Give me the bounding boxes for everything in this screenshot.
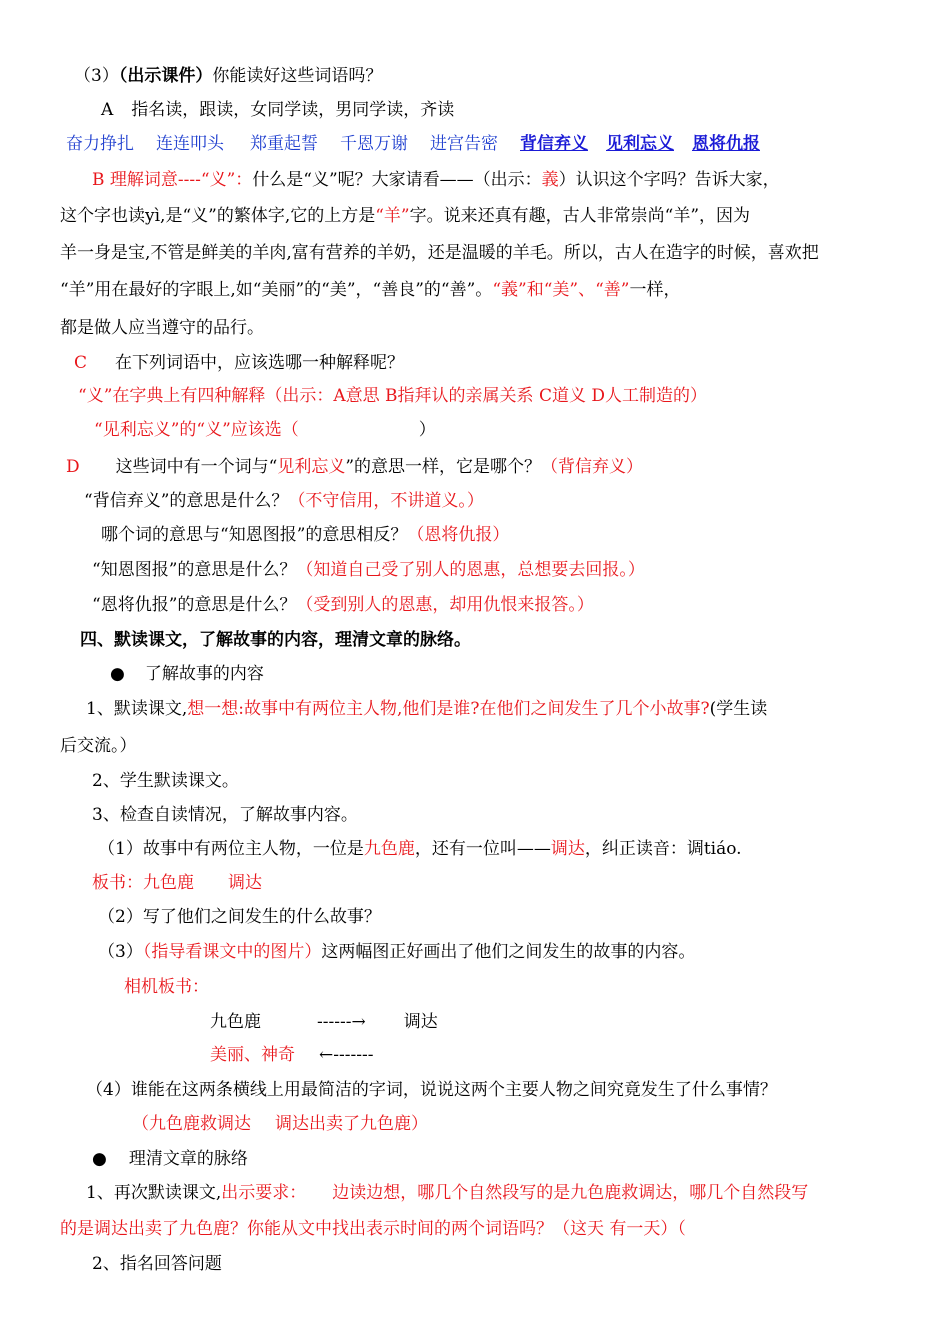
board-diagram-row2 — [210, 1043, 373, 1067]
dictionary-definitions: “义”在字典上有四种解释（出示：A意思 B指拜认的亲属关系 C道义 D人工制造的） — [78, 386, 707, 406]
step-c-line — [74, 351, 404, 375]
question-text: 你能读好这些词语吗？ — [212, 66, 383, 86]
yang-word: “羊” — [375, 206, 410, 226]
board-text: 板书：九色鹿 — [92, 873, 194, 893]
item-text: 1、再次默读课文, — [86, 1183, 222, 1203]
step-b-text: 一样， — [629, 280, 681, 300]
bullet-text: 理清文章的脉络 — [128, 1149, 248, 1169]
step-b-line4 — [60, 278, 680, 302]
step-d-label: D — [66, 457, 80, 477]
answer-text: （不守信用，不讲道义。） — [288, 491, 484, 511]
step-b-text: 什么是“义”呢？大家请看——（出示： — [252, 170, 542, 190]
board-line — [92, 871, 262, 895]
courseware-label: 出示课件 — [127, 66, 196, 86]
item-number: （3） — [74, 66, 119, 86]
item-3-line: 3、检查自读情况，了解故事内容。 — [92, 805, 358, 825]
step-a-text: 指名读，跟读，女同学读，男同学读，齐读 — [131, 100, 455, 120]
item-1-cont: 后交流。） — [60, 736, 137, 756]
step-d-line1 — [66, 455, 643, 479]
step-a-line — [101, 98, 454, 122]
traditional-yi: 義 — [541, 170, 559, 190]
choose-line — [94, 418, 436, 442]
step-d-line2 — [84, 489, 484, 513]
item-text: ，纠正读音：调tiáo. — [584, 839, 742, 859]
tiaoda-label: 调达 — [403, 1012, 438, 1032]
paren-close: ） — [195, 66, 213, 86]
vocabulary-line — [66, 132, 760, 156]
answer-question-line: 2、指名回答问题 — [92, 1254, 222, 1274]
reread-line2: 的是调达出卖了九色鹿？你能从文中找出表示时间的两个词语吗？（这天 有一天）（ — [60, 1219, 686, 1239]
camera-board-label: 相机板书： — [124, 977, 209, 997]
step-d-line3 — [101, 523, 509, 547]
think-prompt: 想一想:故事中有两位主人物,他们是谁?在他们之间发生了几个小故事? — [187, 699, 710, 719]
bullet-line-1 — [110, 662, 264, 686]
step-a-label: A — [101, 100, 114, 120]
picture-guide: （指导看课文中的图片） — [142, 942, 322, 962]
arrow-left-icon: ←------- — [319, 1045, 374, 1065]
step-b-text: ）认识这个字吗？告诉大家， — [558, 170, 780, 190]
answer-text: （知道自己受了别人的恩惠，总想要去回报。） — [296, 560, 645, 580]
key-vocab-word: 恩将仇报 — [692, 134, 760, 154]
item-text: （1）故事中有两位主人物，一位是 — [98, 839, 364, 859]
paren-close: ） — [418, 420, 436, 440]
bullet-text: 了解故事的内容 — [144, 664, 264, 684]
paren-open: （ — [118, 66, 128, 86]
vocab-word: 千恩万谢 — [340, 134, 408, 154]
requirement-label: 出示要求： — [221, 1183, 307, 1203]
arrow-right-icon: ------→ — [317, 1012, 366, 1032]
step-b-line1 — [92, 168, 780, 192]
item-text: 这两幅图正好画出了他们之间发生的故事的内容。 — [321, 942, 696, 962]
item-text: ，还有一位叫—— — [414, 839, 551, 859]
sub-item-1-line — [98, 837, 742, 861]
question-text: 这些词中有一个词与“ — [115, 457, 278, 477]
answer-text: （恩将仇报） — [407, 525, 510, 545]
step-b-line5 — [60, 316, 264, 340]
character-name: 调达 — [550, 839, 585, 859]
sub-item-3-line — [98, 940, 695, 964]
vocab-word: 进宫告密 — [430, 134, 498, 154]
sub-item-4-line: （4）谁能在这两条横线上用最简洁的字词，说说这两个主要人物之间究竟发生了什么事情？ — [86, 1080, 777, 1100]
step-b-text: “羊”用在最好的字眼上,如“美丽”的“美”，“善良”的“善”。 — [60, 280, 493, 300]
bullet-icon: ● — [92, 1149, 107, 1169]
key-vocab-word: 见利忘义 — [606, 134, 674, 154]
key-vocab-word: 背信弃义 — [520, 134, 588, 154]
step-b-text: 这个字也读yì,是“义”的繁体字,它的上方是 — [60, 206, 376, 226]
sub-item-2-line: （2）写了他们之间发生的什么故事？ — [98, 907, 381, 927]
item-number: （3） — [98, 942, 143, 962]
vocab-word: 奋力挣扎 — [66, 134, 134, 154]
step-b-text: 羊一身是宝,不管是鲜美的羊肉,富有营养的羊奶，还是温暖的羊毛。所以，古人在造字的时候，喜欢把 — [60, 243, 819, 263]
virtue-words: “義”和“美”、“善” — [492, 280, 630, 300]
section-4-title: 四、默读课文，了解故事的内容，理清文章的脉络。 — [80, 630, 471, 650]
step-c-label: C — [74, 353, 88, 373]
step-c-question: 在下列词语中，应该选哪一种解释呢？ — [115, 353, 405, 373]
section-3-line — [74, 64, 382, 88]
board-diagram-row1 — [210, 1010, 438, 1034]
step-b-text: 字。说来还真有趣，古人非常崇尚“羊”，因为 — [409, 206, 751, 226]
step-b-line3 — [60, 241, 819, 265]
question-text: ”的意思一样，它是哪个？ — [345, 457, 542, 477]
question-text: “恩将仇报”的意思是什么？ — [92, 595, 297, 615]
step-b-heading: B 理解词意----“义”： — [92, 170, 253, 190]
item-text: 1、默读课文, — [86, 699, 188, 719]
question-text: “背信弃义”的意思是什么？ — [84, 491, 289, 511]
board-text: 调达 — [228, 873, 262, 893]
answer-text: （九色鹿救调达 — [132, 1114, 251, 1134]
deer-label: 九色鹿 — [210, 1012, 261, 1032]
question-text: “知恩图报”的意思是什么？ — [92, 560, 297, 580]
step-b-line2 — [60, 204, 750, 228]
sub-item-4-answer — [132, 1112, 428, 1136]
bullet-icon: ● — [110, 664, 125, 684]
step-d-line4 — [92, 558, 645, 582]
step-d-line5 — [92, 593, 594, 617]
vocab-word: 郑重起誓 — [250, 134, 318, 154]
vocab-word: 连连叩头 — [156, 134, 224, 154]
requirement-text: 边读边想，哪几个自然段写的是九色鹿救调达，哪几个自然段写 — [332, 1183, 809, 1203]
answer-text: 调达出卖了九色鹿） — [275, 1114, 428, 1134]
step-b-text: 都是做人应当遵守的品行。 — [60, 318, 264, 338]
choose-text: “见利忘义”的“义”应该选（ — [94, 420, 299, 440]
character-name: 九色鹿 — [363, 839, 415, 859]
question-text: 哪个词的意思与“知恩图报”的意思相反？ — [101, 525, 408, 545]
item-text: (学生读 — [709, 699, 768, 719]
item-1-line — [86, 697, 767, 721]
highlight-word: 见利忘义 — [277, 457, 346, 477]
bullet-line-2 — [92, 1147, 248, 1171]
answer-text: （受到别人的恩惠，却用仇恨来报答。） — [296, 595, 594, 615]
item-2-line: 2、学生默读课文。 — [92, 771, 239, 791]
beauty-label: 美丽、神奇 — [210, 1045, 295, 1065]
answer-text: （背信弃义） — [541, 457, 644, 477]
reread-line1 — [86, 1181, 808, 1205]
